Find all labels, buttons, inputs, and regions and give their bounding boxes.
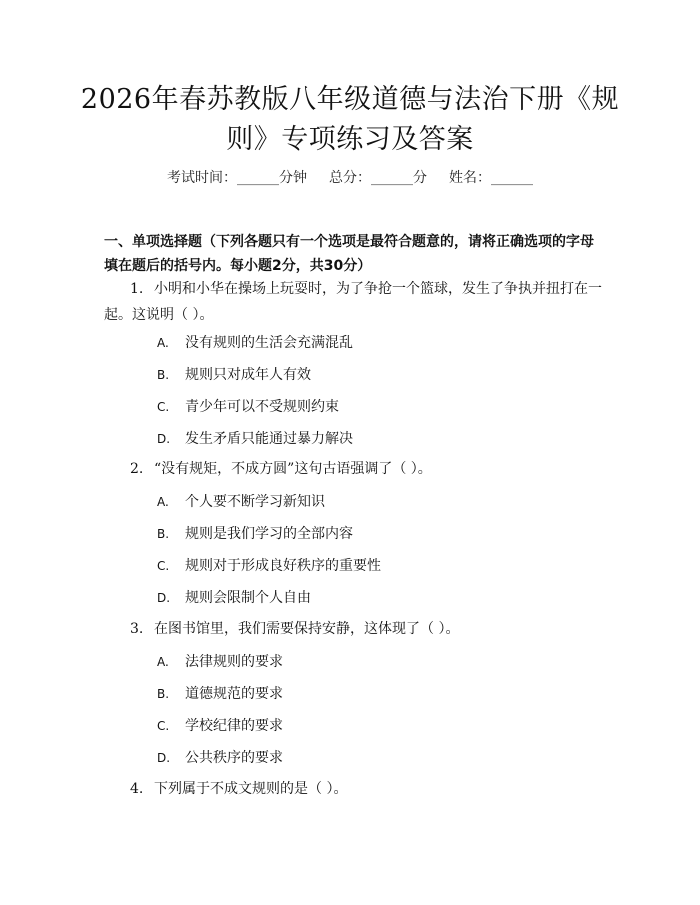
option-1c [157,397,339,417]
option-2a [157,492,325,512]
question-number: 3. [130,621,144,637]
option-text: 规则是我们学习的全部内容 [185,526,353,542]
question-number: 1. [130,281,144,297]
option-letter: B. [157,687,170,701]
question-text-line-1: “没有规矩，不成方圆”这句古语强调了（ ）。 [154,461,432,477]
document-title [60,80,640,160]
option-letter: B. [157,527,170,541]
option-3a [157,652,283,672]
option-text: 道德规范的要求 [185,686,283,702]
option-letter: C. [157,559,170,573]
question-text-line-2: 起。这说明（ ）。 [104,307,214,323]
question-1 [104,276,604,328]
exam-name: 姓名：______ [449,170,533,186]
question-2 [104,456,604,482]
option-text: 公共秩序的要求 [185,750,283,766]
option-3d [157,748,283,768]
option-3b [157,684,283,704]
question-number: 2. [130,461,144,477]
question-text-line-1: 下列属于不成文规则的是（ ）。 [154,781,348,797]
option-3c [157,716,283,736]
option-letter: D. [157,751,171,765]
question-text-line-1: 小明和小华在操场上玩耍时，为了争抢一个篮球，发生了争执并扭打在一 [154,281,602,297]
option-text: 规则只对成年人有效 [185,367,311,383]
option-letter: D. [157,591,171,605]
section-heading-line-2: 填在题后的括号内。每小题2分，共30分） [104,258,372,274]
option-2d [157,588,311,608]
option-letter: A. [157,655,169,669]
title-line-2: 则》专项练习及答案 [226,124,474,155]
option-letter: B. [157,368,170,382]
option-2b [157,524,353,544]
option-1b [157,365,311,385]
question-4 [104,776,604,802]
section-heading-line-1: 一、单项选择题（下列各题只有一个选项是最符合题意的，请将正确选项的字母 [104,234,594,250]
option-text: 规则会限制个人自由 [185,590,311,606]
exam-time: 考试时间：______分钟 [167,170,307,186]
option-1d [157,429,353,449]
option-letter: D. [157,432,171,446]
question-3 [104,616,604,642]
option-letter: C. [157,719,170,733]
question-number: 4. [130,781,144,797]
section-heading [104,230,604,278]
option-text: 个人要不断学习新知识 [185,494,325,510]
option-text: 青少年可以不受规则约束 [185,399,339,415]
exam-meta [0,167,700,187]
option-text: 法律规则的要求 [185,654,283,670]
title-line-1: 2026年春苏教版八年级道德与法治下册《规 [80,84,620,115]
option-1a [157,333,353,353]
option-text: 学校纪律的要求 [185,718,283,734]
option-2c [157,556,381,576]
option-text: 没有规则的生活会充满混乱 [185,335,353,351]
option-letter: A. [157,495,169,509]
exam-score: 总分：______分 [329,170,427,186]
option-letter: A. [157,336,169,350]
option-text: 规则对于形成良好秩序的重要性 [185,558,381,574]
option-letter: C. [157,400,170,414]
option-text: 发生矛盾只能通过暴力解决 [185,431,353,447]
question-text-line-1: 在图书馆里，我们需要保持安静，这体现了（ ）。 [154,621,460,637]
